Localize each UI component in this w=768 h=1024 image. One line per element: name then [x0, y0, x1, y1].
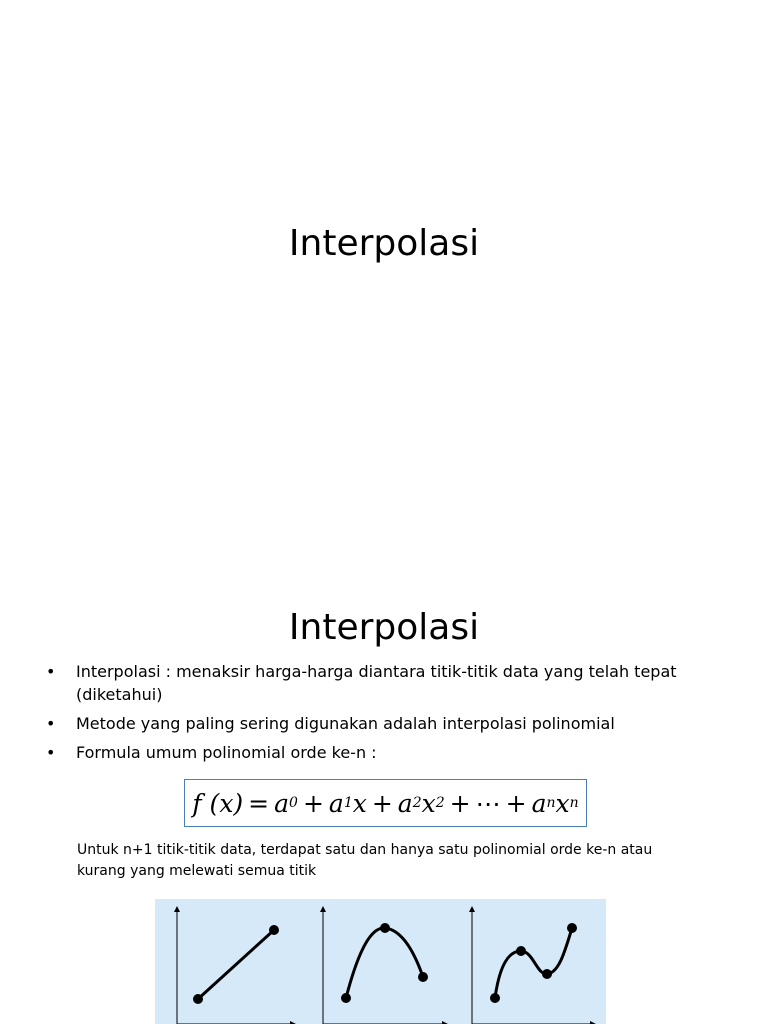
panel-quadratic [323, 909, 445, 1024]
uniqueness-note: Untuk n+1 titik-titik data, terdapat satu dan hanya satu polinomial orde ke-n atau kurang yang melewati semua titik [77, 842, 653, 879]
formula-sup: n [569, 795, 579, 811]
formula-dots: ⋯ [475, 788, 501, 818]
data-point [567, 923, 577, 933]
data-point [269, 925, 279, 935]
bullet-marker: • [46, 662, 56, 681]
bullet-text: Metode yang paling sering digunakan adalah interpolasi polinomial [76, 714, 615, 733]
slide-2 [0, 576, 768, 1024]
bullet-list [46, 660, 736, 770]
formula-var: x [421, 788, 436, 818]
formula-coef: a [397, 788, 413, 818]
formula-coef: a [274, 788, 290, 818]
formula-equals: = [248, 788, 270, 818]
formula-coef: a [531, 788, 547, 818]
data-point [341, 993, 351, 1003]
bullet-marker: • [46, 743, 56, 762]
bullet-item [46, 741, 736, 764]
bullet-text: Formula umum polinomial orde ke-n : [76, 743, 377, 762]
polynomial-formula [184, 779, 587, 827]
formula-plus: + [302, 788, 324, 818]
curve-parabola [346, 928, 423, 998]
interpolation-figure-svg [155, 899, 606, 1024]
slide-2-title: Interpolasi [288, 607, 480, 648]
panel-cubic [472, 909, 593, 1024]
data-point [193, 994, 203, 1004]
curve-line [198, 930, 274, 999]
formula-sub: 0 [289, 795, 298, 811]
formula-sub: 2 [412, 795, 422, 811]
bullet-text: Interpolasi : menaksir harga-harga diantara titik-titik data yang telah tepat (diketahui) [76, 662, 677, 704]
bullet-item [46, 712, 736, 735]
interpolation-figure [155, 899, 606, 1024]
panel-linear [177, 909, 293, 1024]
bullet-marker: • [46, 714, 56, 733]
curve-cubic [495, 928, 572, 998]
bullet-item [46, 660, 736, 706]
formula-var: x [555, 788, 570, 818]
formula-plus: + [449, 788, 471, 818]
data-point [516, 946, 526, 956]
data-point [380, 923, 390, 933]
data-point [418, 972, 428, 982]
formula-sup: 2 [435, 795, 445, 811]
formula-sub: n [546, 795, 556, 811]
formula-lhs: f (x) [192, 788, 244, 818]
slide-1-title: Interpolasi [288, 223, 480, 264]
formula-var: x [352, 788, 367, 818]
formula-plus: + [505, 788, 527, 818]
formula-sub: 1 [343, 795, 353, 811]
formula-plus: + [371, 788, 393, 818]
data-point [542, 969, 552, 979]
formula-coef: a [328, 788, 344, 818]
data-point [490, 993, 500, 1003]
